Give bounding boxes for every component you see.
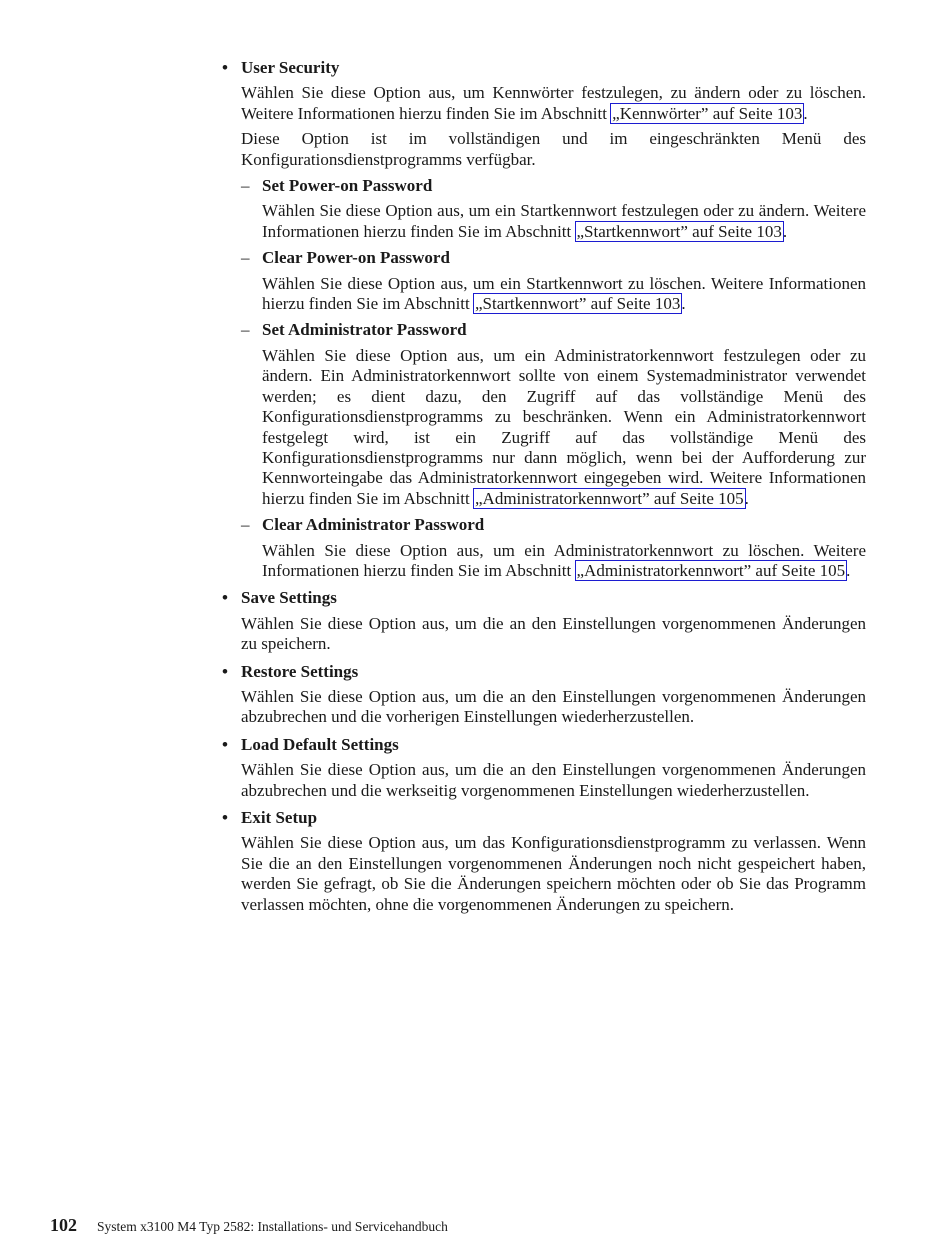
list-item-load-default-settings (221, 735, 866, 801)
list-item-restore-settings (221, 662, 866, 728)
paragraph-text: Wählen Sie diese Option aus, um ein Administratorkennwort festzulegen oder zu ändern. Ein Administratorkennwort sollte von einem Systemadministrator verwendet werden; es dient dazu, den Zugriff auf das vollständige Menü des Konfigurationsdienstprogramms zu beschränken. Wenn ein Administratorkennwort festgelegt wird, ist ein Zugriff auf das vollständige Menü des Konfigurationsdienstprogramms nur dann möglich, wenn bei der Aufforderung zur Kennworteingabe das Administratorkennwort eingegeben wird. Weitere Informationen hierzu finden Sie im Abschnitt (262, 345, 866, 508)
item-title: Restore Settings (241, 661, 359, 681)
cross-reference-link[interactable]: „Kennwörter” auf Seite 103 (612, 103, 803, 123)
sublist-item-set-administrator-password (241, 320, 866, 509)
list-item-exit-setup (221, 808, 866, 915)
list-item-save-settings (221, 588, 866, 654)
paragraph-suffix: . (782, 221, 788, 241)
sublist-item-clear-administrator-password (241, 515, 866, 581)
item-title: Exit Setup (241, 808, 318, 827)
subitem-paragraph (262, 274, 866, 315)
dash: – (241, 248, 250, 268)
item-paragraph: Wählen Sie diese Option aus, um die an den Einstellungen vorgenommenen Änderungen abzubrechen und die werkseitig vorgenommenen Einstellungen wiederherzustellen. (241, 760, 866, 800)
list-item-user-security (221, 58, 866, 581)
paragraph-suffix: . (744, 488, 749, 508)
bullet: • (222, 661, 228, 681)
bullet: • (222, 808, 228, 827)
cross-reference-link[interactable]: „Administratorkennwort” auf Seite 105 (475, 488, 744, 508)
paragraph-text: Wählen Sie diese Option aus, um Kennwörter festzulegen, zu ändern oder zu löschen. Weitere Informationen hierzu finden Sie im Abschnitt (241, 83, 866, 123)
paragraph-text: Wählen Sie diese Option aus, um ein Administratorkennwort zu löschen. Weitere Informationen hierzu finden Sie im Abschnitt (262, 540, 866, 580)
sublist-item-set-power-on-password (241, 176, 866, 242)
bullet: • (222, 588, 228, 608)
dash: – (241, 176, 250, 196)
subitem-paragraph (262, 346, 866, 509)
subitem-title: Clear Power-on Password (262, 248, 450, 268)
book-title: System x3100 M4 Typ 2582: Installations- und Servicehandbuch (97, 1219, 448, 1234)
item-paragraph: Wählen Sie diese Option aus, um das Konfigurationsdienstprogramm zu verlassen. Wenn Sie die an den Einstellungen vorgenommenen Änderungen noch nicht gespeichert haben, werden Sie gefragt, ob Sie die Änderungen speichern möchten oder ob Sie das Programm verlassen möchten, ohne die vorgenommenen Änderungen zu speichern. (241, 833, 866, 914)
subitem-paragraph (262, 541, 866, 582)
paragraph-suffix: . (846, 560, 851, 580)
subitem-title: Set Administrator Password (262, 320, 467, 340)
page-footer (50, 1215, 750, 1236)
item-paragraph (241, 83, 866, 124)
bullet: • (222, 734, 228, 754)
dash: – (241, 320, 250, 340)
item-title: Save Settings (241, 588, 337, 608)
paragraph-text: Wählen Sie diese Option aus, um ein Startkennwort festzulegen oder zu ändern. Weitere Informationen hierzu finden Sie im Abschnitt (262, 201, 866, 241)
sublist-item-clear-power-on-password (241, 248, 866, 314)
page-number: 102 (50, 1215, 77, 1235)
subitem-paragraph (262, 201, 866, 242)
dash: – (241, 515, 250, 535)
paragraph-suffix: . (803, 103, 808, 123)
document-body (221, 58, 866, 920)
cross-reference-link[interactable]: „Startkennwort” auf Seite 103 (576, 221, 782, 241)
subitem-title: Clear Administrator Password (262, 515, 485, 535)
item-title: User Security (241, 58, 340, 77)
cross-reference-link[interactable]: „Administratorkennwort” auf Seite 105 (576, 560, 846, 580)
item-title: Load Default Settings (241, 734, 399, 754)
item-paragraph: Wählen Sie diese Option aus, um die an den Einstellungen vorgenommenen Änderungen zu speichern. (241, 613, 866, 654)
cross-reference-link[interactable]: „Startkennwort” auf Seite 103 (475, 294, 681, 314)
item-paragraph: Wählen Sie diese Option aus, um die an den Einstellungen vorgenommenen Änderungen abzubrechen und die vorherigen Einstellungen wiederherzustellen. (241, 686, 866, 727)
bullet: • (222, 58, 228, 77)
subitem-title: Set Power-on Password (262, 176, 433, 196)
paragraph-suffix: . (681, 294, 686, 314)
paragraph-text: Wählen Sie diese Option aus, um ein Startkennwort zu löschen. Weitere Informationen hierzu finden Sie im Abschnitt (262, 273, 866, 314)
item-paragraph: Diese Option ist im vollständigen und im eingeschränkten Menü des Konfigurationsdienstprogramms verfügbar. (241, 129, 866, 169)
